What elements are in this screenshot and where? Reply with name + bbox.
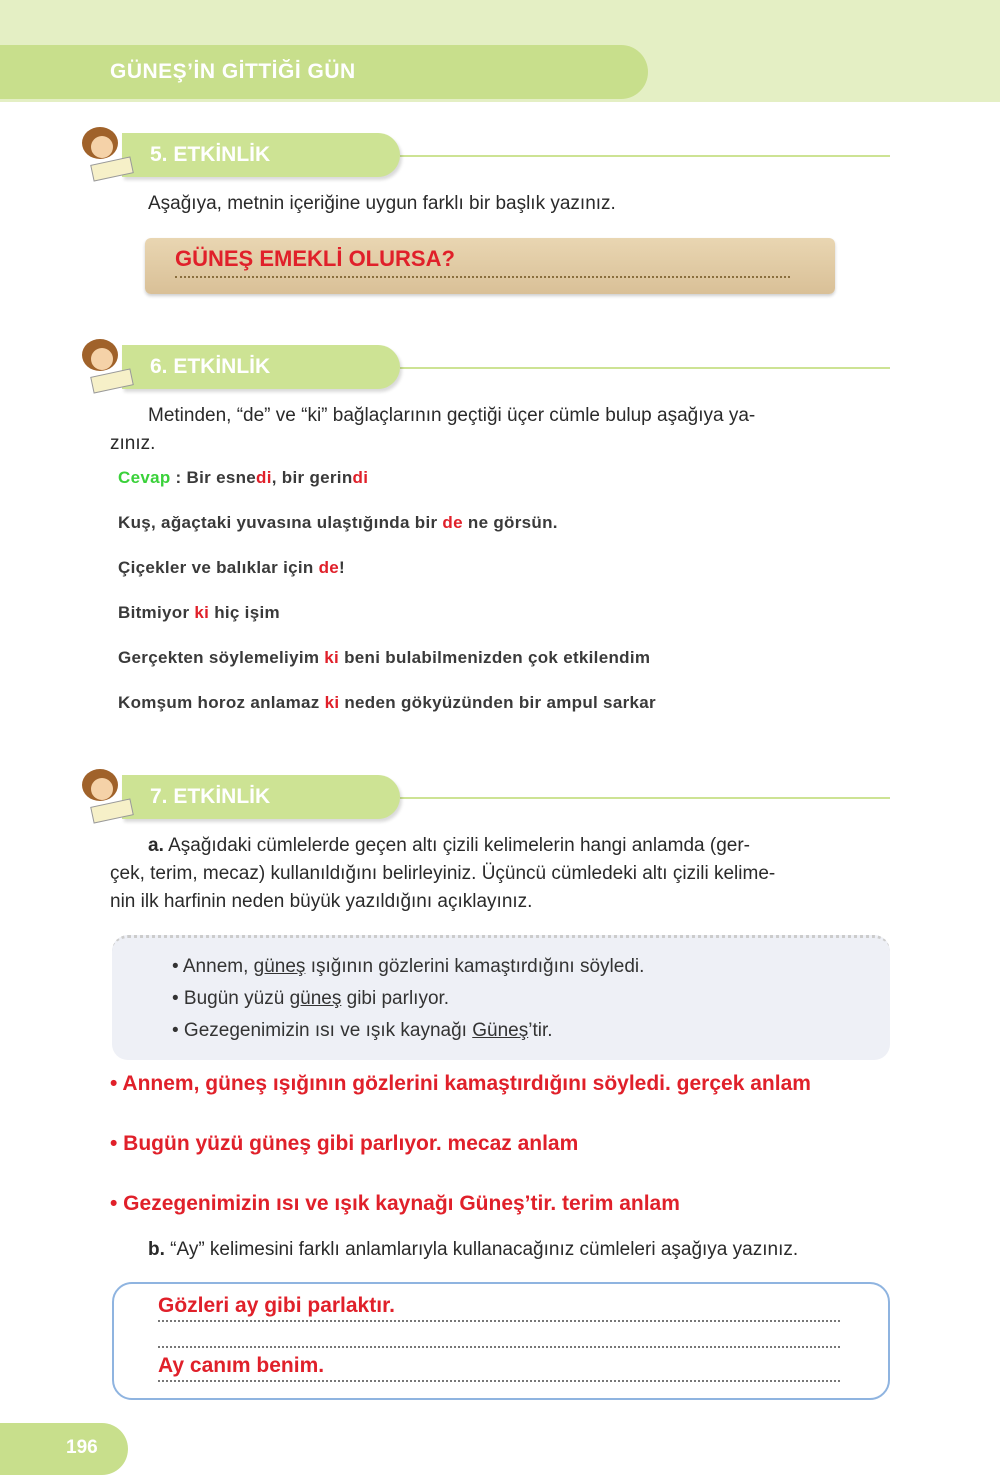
dotted-line bbox=[175, 276, 790, 278]
activity-6-label: 6. ETKİNLİK bbox=[150, 355, 271, 378]
part-a-text: Aşağıdaki cümlelerde geçen altı çizili kelimelerin hangi anlamda (ger- bbox=[163, 835, 750, 856]
answer-sentence bbox=[118, 513, 558, 533]
page-number: 196 bbox=[66, 1437, 98, 1458]
activity-5-answer: GÜNEŞ EMEKLİ OLURSA? bbox=[175, 246, 455, 271]
sentence-text: beni bulabilmenizden çok etkilendim bbox=[339, 648, 651, 667]
activity-6-instruction-line2: zınız. bbox=[110, 433, 156, 454]
chapter-title-tab bbox=[0, 45, 648, 99]
sentence-text: hiç işim bbox=[209, 603, 280, 622]
divider bbox=[400, 155, 890, 157]
highlighted-conjunction: de bbox=[318, 558, 340, 577]
sentence-box bbox=[112, 935, 890, 1060]
activity-6-header bbox=[70, 345, 900, 395]
sentence-text: Gerçekten söylemeliyim bbox=[118, 648, 325, 667]
answer-line-2: • Bugün yüzü güneş gibi parlıyor. mecaz anlam bbox=[110, 1132, 579, 1155]
answer-sentence bbox=[118, 693, 656, 713]
divider bbox=[400, 367, 890, 369]
activity-5-label: 5. ETKİNLİK bbox=[150, 143, 271, 166]
answer-box-b bbox=[112, 1282, 890, 1400]
sentence-text: : Bir esne bbox=[170, 468, 257, 487]
highlighted-conjunction: di bbox=[352, 468, 369, 487]
activity-5-instruction: Aşağıya, metnin içeriğine uygun farklı bir başlık yazınız. bbox=[148, 193, 616, 214]
answer-line-3: • Gezegenimizin ısı ve ışık kaynağı Güneş’tir. terim anlam bbox=[110, 1192, 680, 1215]
highlighted-conjunction: di bbox=[256, 468, 272, 487]
highlighted-conjunction: ki bbox=[324, 693, 340, 712]
sentence-text: Kuş, ağaçtaki yuvasına ulaştığında bir bbox=[118, 513, 443, 532]
dotted-line bbox=[158, 1380, 840, 1382]
divider bbox=[400, 797, 890, 799]
sentence-text: ne görsün. bbox=[462, 513, 558, 532]
sentence-text: Cevap bbox=[118, 468, 171, 487]
activity-7b-instruction: b. “Ay” kelimesini farklı anlamlarıyla kullanacağınız cümleleri aşağıya yazınız. bbox=[148, 1239, 799, 1260]
activity-6-instruction-line1: Metinden, “de” ve “ki” bağlaçlarının geçtiği üçer cümle bulup aşağıya ya- bbox=[148, 405, 756, 426]
sentence-text: Çiçekler ve balıklar için bbox=[118, 558, 319, 577]
highlighted-conjunction: de bbox=[442, 513, 463, 532]
girl-reading-icon bbox=[70, 765, 140, 827]
activity-label-pill bbox=[122, 133, 400, 177]
activity-7a-line1 bbox=[148, 832, 750, 860]
sentence-2: • Bugün yüzü güneş gibi parlıyor. bbox=[172, 988, 450, 1009]
title-scroll bbox=[145, 238, 835, 294]
sentence-text: neden gökyüzünden bir ampul sarkar bbox=[339, 693, 656, 712]
highlighted-conjunction: ki bbox=[194, 603, 210, 622]
activity-7-header bbox=[70, 775, 900, 825]
girl-reading-icon bbox=[70, 123, 140, 185]
answer-sentence bbox=[118, 558, 345, 578]
b-answer-2: Ay canım benim. bbox=[158, 1354, 325, 1377]
chapter-title: GÜNEŞ’İN GİTTİĞİ GÜN bbox=[110, 60, 356, 83]
girl-reading-icon bbox=[70, 335, 140, 397]
sentence-text: , bir gerin bbox=[271, 468, 353, 487]
answer-sentence bbox=[118, 468, 368, 488]
sentence-text: Komşum horoz anlamaz bbox=[118, 693, 325, 712]
activity-label-pill bbox=[122, 775, 400, 819]
answer-sentence bbox=[118, 603, 280, 623]
part-a-marker: a. bbox=[148, 835, 164, 856]
answer-sentence bbox=[118, 648, 650, 668]
sentence-text: Bitmiyor bbox=[118, 603, 195, 622]
part-b-marker: b. bbox=[148, 1239, 165, 1260]
b-answer-1: Gözleri ay gibi parlaktır. bbox=[158, 1294, 395, 1317]
dotted-line bbox=[158, 1346, 840, 1348]
dotted-line bbox=[158, 1320, 840, 1322]
sentence-3: • Gezegenimizin ısı ve ışık kaynağı Güneş’tir. bbox=[172, 1020, 553, 1041]
sentence-text: ! bbox=[339, 558, 345, 577]
sentence-1: • Annem, güneş ışığının gözlerini kamaştırdığını söyledi. bbox=[172, 956, 645, 977]
highlighted-conjunction: ki bbox=[324, 648, 340, 667]
answer-line-1: • Annem, güneş ışığının gözlerini kamaştırdığını söyledi. gerçek anlam bbox=[110, 1072, 811, 1095]
activity-7a-line2: çek, terim, mecaz) kullanıldığını belirleyiniz. Üçüncü cümledeki altı çizili kelime- bbox=[110, 863, 776, 884]
activity-label-pill bbox=[122, 345, 400, 389]
activity-5-header bbox=[70, 133, 900, 183]
activity-7a-line3: nin ilk harfinin neden büyük yazıldığını açıklayınız. bbox=[110, 891, 533, 912]
activity-7-label: 7. ETKİNLİK bbox=[150, 785, 271, 808]
page-number-tab bbox=[0, 1423, 128, 1475]
